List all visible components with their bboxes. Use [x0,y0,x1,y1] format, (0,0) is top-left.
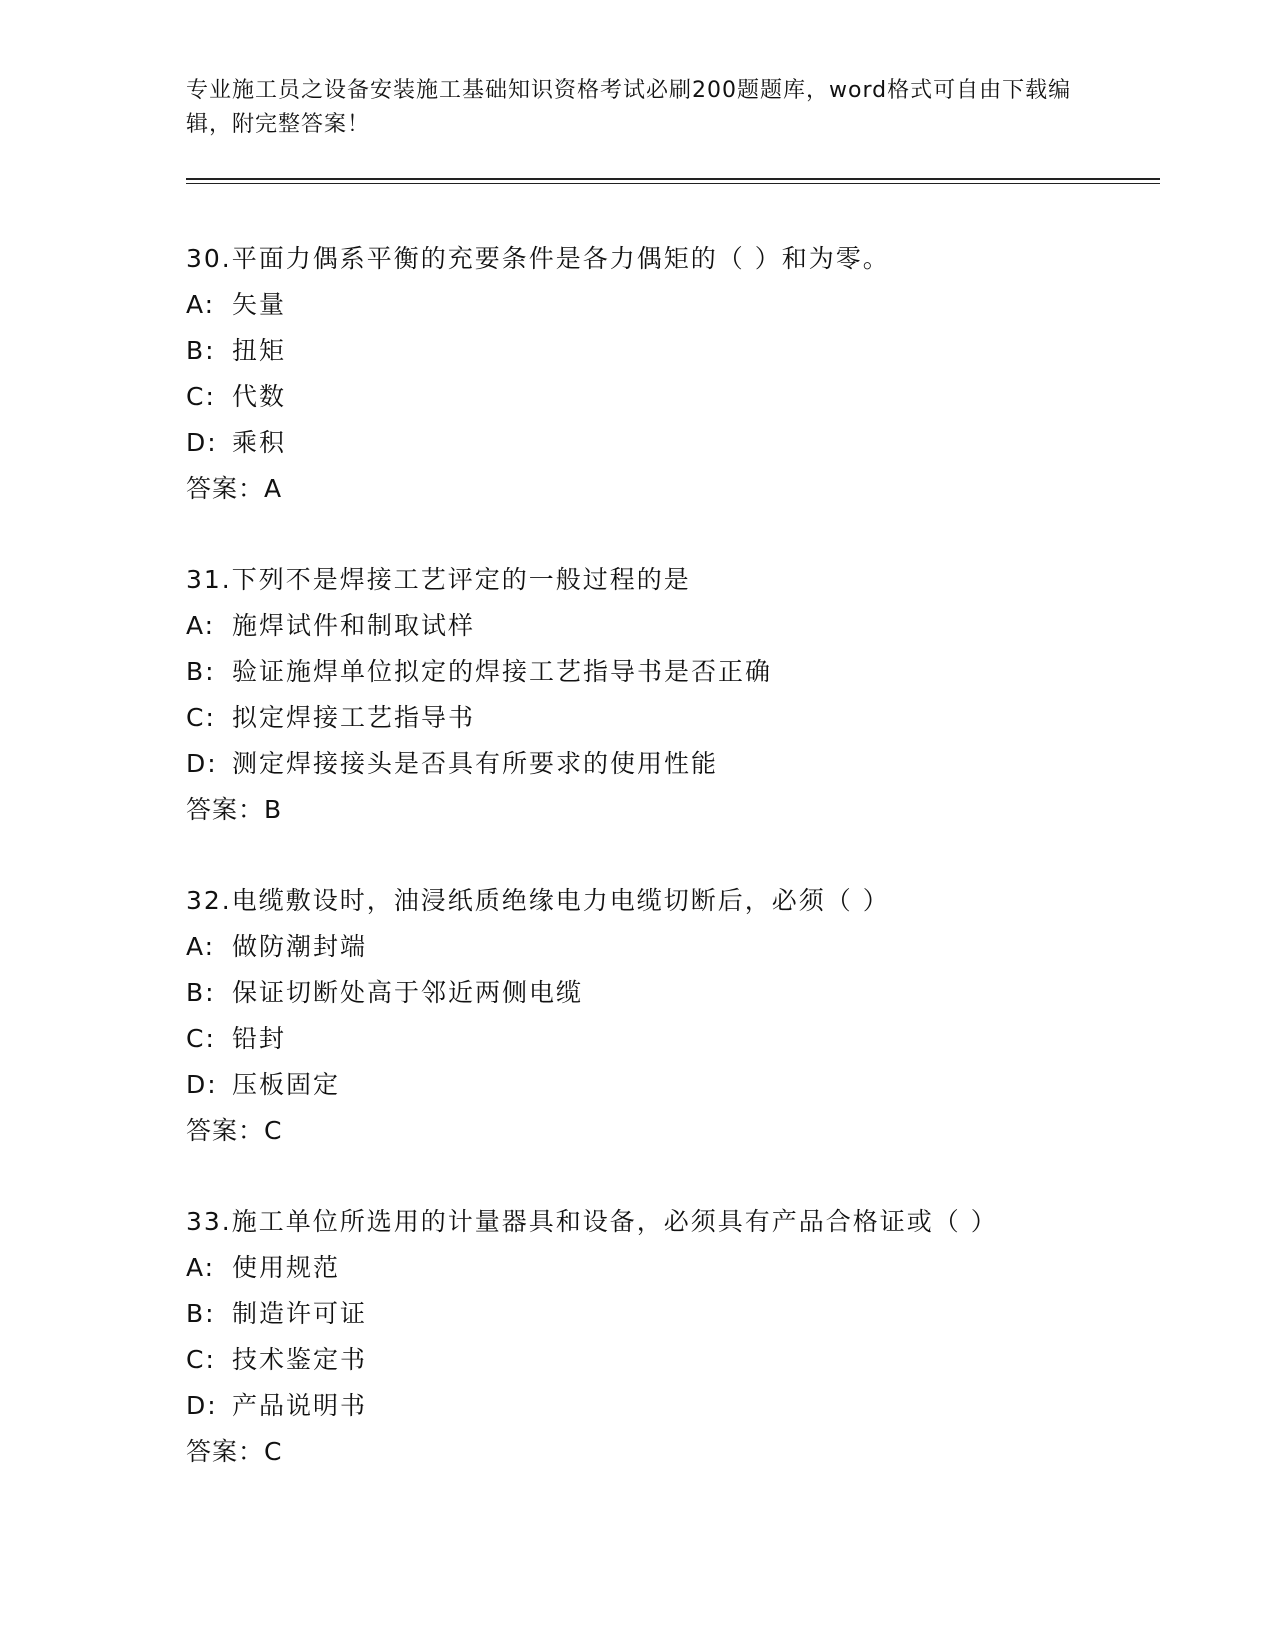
question-33 [186,1199,1160,1475]
option-text: 产品说明书 [232,1391,368,1420]
option-text: 压板固定 [232,1070,341,1099]
header-divider-thick [186,178,1160,180]
option-b [186,970,1160,1016]
answer-line: 答案：C [186,1437,283,1466]
option-letter: A: [186,932,216,961]
option-text: 乘积 [232,428,287,457]
option-b [186,328,1160,374]
question-stem: 33.施工单位所选用的计量器具和设备，必须具有产品合格证或（ ） [186,1207,998,1236]
question-stem: 31.下列不是焊接工艺评定的一般过程的是 [186,565,691,594]
option-text: 铅封 [232,1024,287,1053]
option-text: 保证切断处高于邻近两侧电缆 [232,978,584,1007]
option-text: 扭矩 [232,336,287,365]
answer-line: 答案：B [186,795,283,824]
option-letter: D: [186,749,218,778]
option-letter: C: [186,703,216,732]
option-letter: C: [186,382,216,411]
option-b [186,1291,1160,1337]
option-letter: B: [186,1299,216,1328]
option-text: 施焊试件和制取试样 [232,611,476,640]
option-a [186,924,1160,970]
question-31 [186,557,1160,833]
header-divider-thin [186,183,1160,184]
answer-line: 答案：A [186,474,283,503]
option-a [186,603,1160,649]
option-text: 做防潮封端 [232,932,368,961]
option-c [186,374,1160,420]
option-letter: B: [186,657,216,686]
option-text: 测定焊接接头是否具有所要求的使用性能 [232,749,719,778]
document-header [186,74,1086,142]
option-text: 拟定焊接工艺指导书 [232,703,476,732]
question-30 [186,236,1160,512]
option-letter: C: [186,1024,216,1053]
option-letter: B: [186,336,216,365]
option-letter: A: [186,611,216,640]
question-32 [186,878,1160,1154]
option-letter: D: [186,1391,218,1420]
option-letter: A: [186,1253,216,1282]
option-b [186,649,1160,695]
option-letter: D: [186,1070,218,1099]
option-d [186,1062,1160,1108]
header-intro-text: 专业施工员之设备安装施工基础知识资格考试必刷200题题库，word格式可自由下载编辑，附完整答案！ [186,78,1072,137]
option-a [186,1245,1160,1291]
option-letter: A: [186,290,216,319]
option-letter: C: [186,1345,216,1374]
option-letter: B: [186,978,216,1007]
option-text: 制造许可证 [232,1299,368,1328]
option-text: 验证施焊单位拟定的焊接工艺指导书是否正确 [232,657,773,686]
answer-line: 答案：C [186,1116,283,1145]
option-letter: D: [186,428,218,457]
option-c [186,695,1160,741]
question-stem: 32.电缆敷设时，油浸纸质绝缘电力电缆切断后，必须（ ） [186,886,890,915]
question-stem: 30.平面力偶系平衡的充要条件是各力偶矩的（ ）和为零。 [186,244,890,273]
option-d [186,1383,1160,1429]
option-d [186,741,1160,787]
option-text: 代数 [232,382,287,411]
question-list [186,236,1160,1520]
option-c [186,1016,1160,1062]
option-a [186,282,1160,328]
option-text: 使用规范 [232,1253,341,1282]
option-c [186,1337,1160,1383]
option-text: 技术鉴定书 [232,1345,368,1374]
option-d [186,420,1160,466]
option-text: 矢量 [232,290,287,319]
